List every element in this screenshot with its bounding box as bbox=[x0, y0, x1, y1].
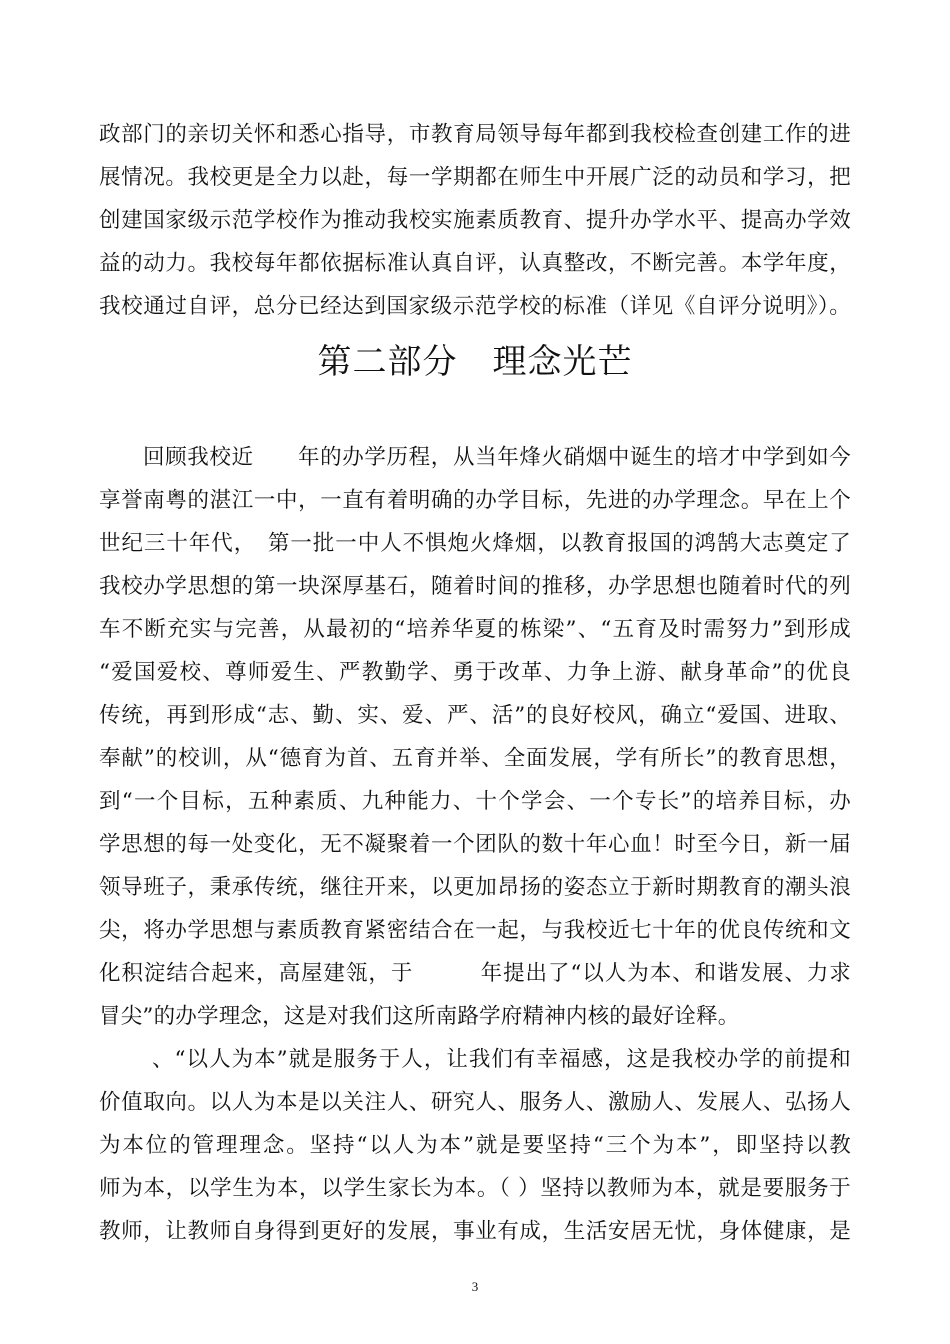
section-heading: 第二部分 理念光芒 bbox=[317, 342, 633, 382]
paragraph-line: 学思想的每一处变化，无不凝聚着一个团队的数十年心血！时至今日，新一届 bbox=[99, 832, 851, 857]
paragraph-line: 到“一个目标，五种素质、九种能力、十个学会、一个专长”的培养目标，办 bbox=[99, 789, 851, 814]
paragraph-line: 益的动力。我校每年都依据标准认真自评，认真整改，不断完善。本学年度， bbox=[99, 251, 851, 276]
paragraph-line: 政部门的亲切关怀和悉心指导，市教育局领导每年都到我校检查创建工作的进 bbox=[99, 122, 851, 147]
page-number: 3 bbox=[471, 1279, 479, 1294]
paragraph-line: 回顾我校近 年的办学历程，从当年烽火硝烟中诞生的培才中学到如今 bbox=[143, 445, 851, 470]
paragraph-line: 教师，让教师自身得到更好的发展，事业有成，生活安居无忧，身体健康，是 bbox=[99, 1219, 851, 1244]
paragraph-line: 车不断充实与完善，从最初的“培养华夏的栋梁”、“五育及时需努力”到形成 bbox=[99, 617, 851, 642]
paragraph-line: 我校办学思想的第一块深厚基石，随着时间的推移，办学思想也随着时代的列 bbox=[99, 574, 851, 599]
paragraph-line: 展情况。我校更是全力以赴，每一学期都在师生中开展广泛的动员和学习，把 bbox=[99, 165, 851, 190]
paragraph-line: 师为本，以学生为本，以学生家长为本。（ ）坚持以教师为本，就是要服务于 bbox=[99, 1176, 851, 1201]
paragraph-line: 为本位的管理理念。坚持“以人为本”就是要坚持“三个为本”，即坚持以教 bbox=[99, 1133, 851, 1158]
paragraph-line: 价值取向。以人为本是以关注人、研究人、服务人、激励人、发展人、弘扬人 bbox=[99, 1090, 851, 1115]
paragraph-line: 化积淀结合起来，高屋建瓴，于 年提出了“以人为本、和谐发展、力求 bbox=[99, 961, 851, 986]
paragraph-line: 传统，再到形成“志、勤、实、爱、严、活”的良好校风，确立“爱国、进取、 bbox=[99, 703, 851, 728]
paragraph-line: 领导班子，秉承传统，继往开来，以更加昂扬的姿态立于新时期教育的潮头浪 bbox=[99, 875, 851, 900]
paragraph-line: 、“以人为本”就是服务于人，让我们有幸福感，这是我校办学的前提和 bbox=[152, 1047, 851, 1072]
paragraph-line: 我校通过自评，总分已经达到国家级示范学校的标准（详见《自评分说明》）。 bbox=[99, 294, 851, 319]
paragraph-line: 尖，将办学思想与素质教育紧密结合在一起，与我校近七十年的优良传统和文 bbox=[99, 918, 851, 943]
paragraph-line: 奉献”的校训，从“德育为首、五育并举、全面发展，学有所长”的教育思想， bbox=[99, 746, 851, 771]
paragraph-line: 创建国家级示范学校作为推动我校实施素质教育、提升办学水平、提高办学效 bbox=[99, 208, 851, 233]
paragraph-line: 世纪三十年代， 第一批一中人不惧炮火烽烟，以教育报国的鸿鹄大志奠定了 bbox=[99, 531, 851, 556]
paragraph-line: 冒尖”的办学理念，这是对我们这所南路学府精神内核的最好诠释。 bbox=[99, 1004, 740, 1029]
paragraph-line: 享誉南粤的湛江一中，一直有着明确的办学目标，先进的办学理念。早在上个 bbox=[99, 488, 851, 513]
paragraph-line: “爱国爱校、尊师爱生、严教勤学、勇于改革、力争上游、献身革命”的优良 bbox=[99, 660, 851, 685]
